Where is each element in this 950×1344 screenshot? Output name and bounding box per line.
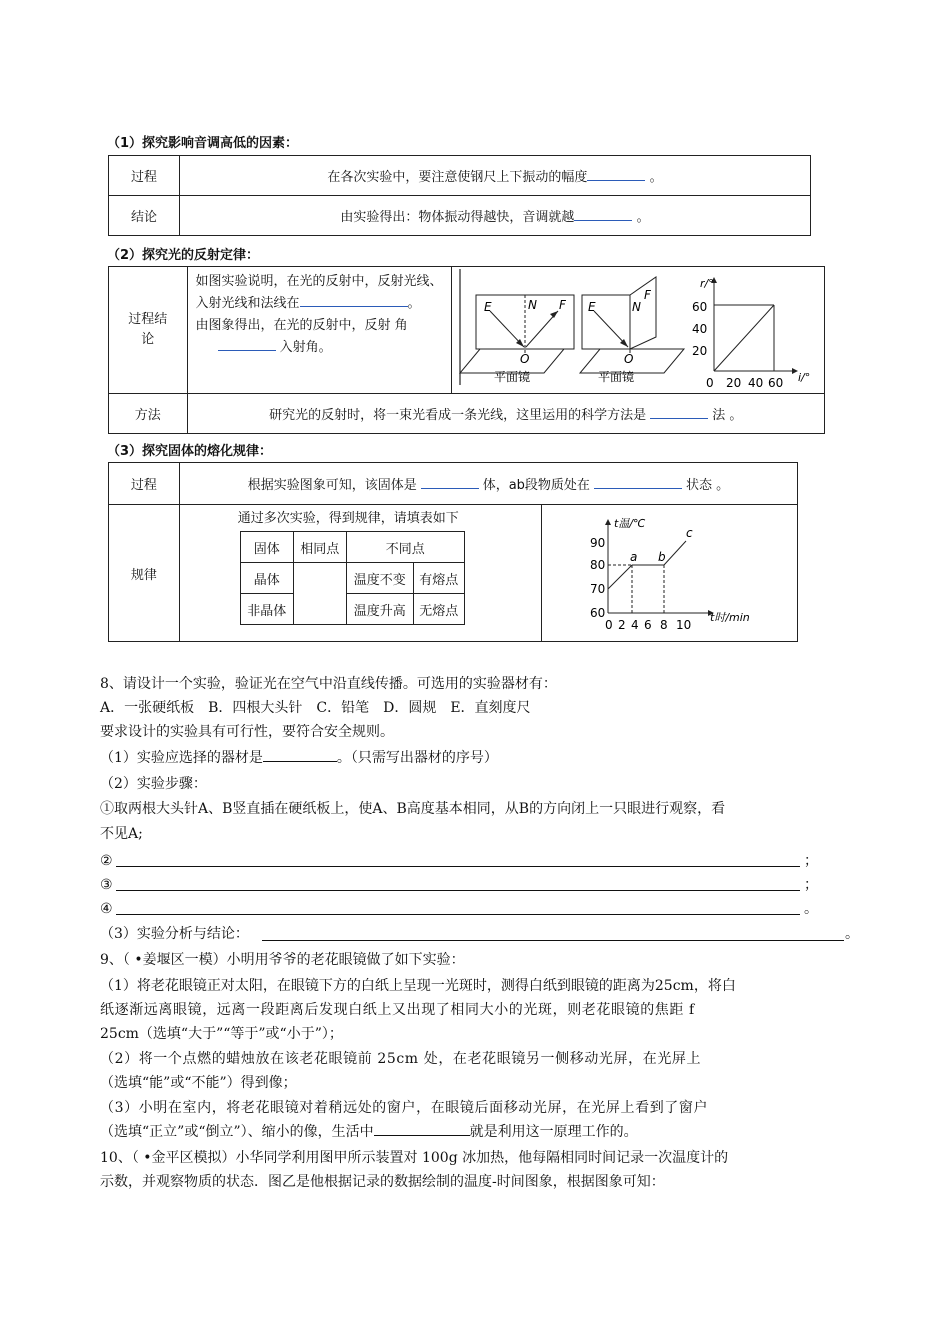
process-end: 。 <box>649 170 663 185</box>
q8-part1-end: 。（只需写出器材的序号） <box>336 750 498 766</box>
rule-amorphous-temp: 温度升高 <box>346 594 413 625</box>
q9-line5: （选填“能”或“不能”）得到像； <box>100 1075 297 1091</box>
label-e2: E <box>588 300 596 314</box>
q8-part2: （2）实验步骤： <box>100 776 207 792</box>
q8-title: 8、请设计一个实验，验证光在空气中沿直线传播。可选用的实验器材有： <box>100 676 557 692</box>
process-conclusion-label-text: 过程结论 <box>128 312 168 347</box>
mirror-label-1: 平面镜 <box>494 370 531 384</box>
q9-line1: （1）将老花眼镜正对太阳，在眼镜下方的白纸上呈现一光斑时，测得白纸到眼镜的距离为25cm，将白 <box>100 978 736 994</box>
section3-heading: （3）探究固体的熔化规律： <box>107 444 273 459</box>
reflection-text-2: 由图象得出，在光的反射中，反射 角 <box>195 318 408 333</box>
q8-step2-line[interactable] <box>116 866 800 867</box>
process-label: 过程 <box>109 156 180 196</box>
rule-table <box>240 531 465 625</box>
label-f1: F <box>559 298 566 312</box>
q9-line6: （3）小明在室内，将老花眼镜对着稍远处的窗户，在眼镜后面移动光屏，在光屏上看到了窗户 <box>100 1100 709 1116</box>
xtick-20: 20 <box>726 376 742 389</box>
q8-step1: ①取两根大头针A、B竖直插在硬纸板上，使A、B高度基本相同，从B的方向闭上一只眼进行观察，看 <box>100 801 726 817</box>
rule-header-solid: 固体 <box>240 532 293 563</box>
conclusion-end: 。 <box>636 210 650 225</box>
q8-step3-marker: ③ <box>100 877 113 893</box>
melting-process-cell <box>179 463 797 505</box>
q10-line1: 10、（ •金平区模拟）小华同学利用图甲所示装置对 100g 冰加热，他每隔相同时间记录一次温度计的 <box>100 1150 729 1166</box>
label-n2: N <box>632 300 641 314</box>
q8-part1-text: （1）实验应选择的器材是 <box>100 750 263 766</box>
section3-table <box>108 462 798 642</box>
reflection-text-2-end: 入射角。 <box>279 340 332 355</box>
q8-step3-end: ； <box>804 877 818 893</box>
rule-intro: 通过多次实验，得到规律，请填表如下 <box>237 511 459 526</box>
melting-process-text-a: 根据实验图象可知，该固体是 <box>247 478 417 493</box>
q9-line7 <box>100 1120 638 1144</box>
q8-part3-end: 。 <box>845 926 859 942</box>
ytick-60: 60 <box>692 300 708 314</box>
ytick-20: 20 <box>692 344 708 358</box>
q8-part1 <box>100 746 498 770</box>
method-label: 方法 <box>109 394 188 434</box>
blank-angle[interactable] <box>218 350 276 351</box>
melt-xtick-8: 8 <box>660 618 668 632</box>
q8-step4-end: 。 <box>804 901 818 917</box>
xtick-0: 0 <box>706 376 714 389</box>
melt-xtick-6: 6 <box>644 618 652 632</box>
q8-step2-marker: ② <box>100 853 113 869</box>
melting-graph-cell <box>542 505 798 642</box>
reflection-figure <box>452 267 824 389</box>
q8-step1-cont: 不见A; <box>100 826 143 842</box>
melting-graph <box>542 505 797 637</box>
mirror-label-2: 平面镜 <box>598 370 635 384</box>
melting-process-label: 过程 <box>109 463 180 505</box>
rule-crystal: 晶体 <box>240 563 293 594</box>
q8-step3-line[interactable] <box>116 890 800 891</box>
q9-title: 9、（ •姜堰区一模）小明用爷爷的老花眼镜做了如下实验： <box>100 952 465 968</box>
ytick-40: 40 <box>692 322 708 336</box>
melt-xlabel: t时/min <box>710 611 750 624</box>
blank-pitch[interactable] <box>574 220 632 221</box>
melt-xtick-10: 10 <box>676 618 692 632</box>
q8-step4-marker: ④ <box>100 901 113 917</box>
rule-header-diff: 不同点 <box>346 532 464 563</box>
blank-state[interactable] <box>594 488 682 489</box>
melt-ytick-60: 60 <box>590 606 606 620</box>
section1-heading: （1）探究影响音调高低的因素： <box>107 136 299 151</box>
rule-amorphous: 非晶体 <box>240 594 293 625</box>
melting-process-text-b: 体，ab段物质处在 <box>482 478 590 493</box>
conclusion-cell <box>180 196 811 236</box>
melt-ylabel: t温/℃ <box>614 517 646 530</box>
q9-line7-blank[interactable] <box>374 1135 470 1136</box>
melt-point-b: b <box>658 550 666 564</box>
melt-ytick-90: 90 <box>590 536 606 550</box>
process-conclusion-label <box>109 267 188 394</box>
label-f2: F <box>644 288 651 302</box>
melt-xtick-2: 2 <box>618 618 626 632</box>
q9-line2: 纸逐渐远离眼镜，远离一段距离后发现白纸上又出现了相同大小的光斑，则老花眼镜的焦距 f <box>100 1002 695 1018</box>
rule-amorphous-mp: 无熔点 <box>413 594 464 625</box>
melt-ytick-80: 80 <box>590 558 606 572</box>
process-text: 在各次实验中，要注意使钢尺上下振动的幅度 <box>327 170 588 185</box>
reflection-text-cell <box>187 267 452 394</box>
blank-method[interactable] <box>650 418 708 419</box>
q9-line4: （2）将一个点燃的蜡烛放在该老花眼镜前 25cm 处，在老花眼镜另一侧移动光屏，在光屏上 <box>100 1051 702 1067</box>
q8-requirement: 要求设计的实验具有可行性，要符合安全规则。 <box>100 724 394 740</box>
label-e1: E <box>484 300 492 314</box>
melt-xtick-4: 4 <box>631 618 639 632</box>
section2-heading: （2）探究光的反射定律： <box>107 248 260 263</box>
blank-solid-type[interactable] <box>421 488 479 489</box>
reflection-text-1: 如图实验说明，在光的反射中，反射光线、入射光线和法线在 <box>195 274 443 311</box>
melting-process-text-c: 状态 。 <box>685 478 730 493</box>
conclusion-text: 由实验得出：物体振动得越快，音调就越 <box>340 210 575 225</box>
section1-table <box>108 155 811 236</box>
q8-part3: （3）实验分析与结论： <box>100 926 249 942</box>
blank-amplitude[interactable] <box>587 180 645 181</box>
q8-step4-line[interactable] <box>116 914 800 915</box>
graph-ylabel: r/° <box>700 277 714 290</box>
q8-part1-blank[interactable] <box>263 761 337 762</box>
rule-crystal-temp: 温度不变 <box>346 563 413 594</box>
xtick-40: 40 <box>748 376 764 389</box>
melt-point-a: a <box>630 550 638 564</box>
label-o1: O <box>520 352 530 366</box>
melt-point-c: c <box>686 526 693 540</box>
q8-options: A．一张硬纸板 B．四根大头针 C．铅笔 D．圆规 E．直刻度尺 <box>100 700 531 716</box>
q9-line3: 25cm（选填“大于”“等于”或“小于”）； <box>100 1026 343 1042</box>
rule-header-same: 相同点 <box>293 532 346 563</box>
method-end: 法 。 <box>712 408 743 423</box>
label-o2: O <box>624 352 634 366</box>
reflection-figure-cell <box>452 267 825 394</box>
graph-xlabel: i/° <box>798 371 811 384</box>
q10-line2: 示数，并观察物质的状态．图乙是他根据记录的数据绘制的温度-时间图象，根据图象可知： <box>100 1174 665 1190</box>
rule-same-blank[interactable] <box>293 563 346 625</box>
xtick-60: 60 <box>768 376 784 389</box>
section2-table <box>108 266 825 434</box>
rule-label: 规律 <box>109 505 180 642</box>
conclusion-label: 结论 <box>109 196 180 236</box>
q8-part3-line[interactable] <box>262 940 844 941</box>
method-cell <box>187 394 825 434</box>
rule-cell <box>179 505 541 642</box>
blank-plane[interactable] <box>300 306 408 307</box>
melt-ytick-70: 70 <box>590 582 606 596</box>
q9-line7-text: （选填“正立”或“倒立”）、缩小的像，生活中 <box>100 1124 374 1140</box>
reflection-text-1-end: 。 <box>407 296 421 311</box>
q9-line7-end: 就是利用这一原理工作的。 <box>469 1124 638 1140</box>
q8-step2-end: ； <box>804 853 818 869</box>
method-text: 研究光的反射时，将一束光看成一条光线，这里运用的科学方法是 <box>269 408 647 423</box>
rule-crystal-mp: 有熔点 <box>413 563 464 594</box>
process-cell <box>180 156 811 196</box>
melt-xtick-0: 0 <box>605 618 613 632</box>
label-n1: N <box>528 298 537 312</box>
